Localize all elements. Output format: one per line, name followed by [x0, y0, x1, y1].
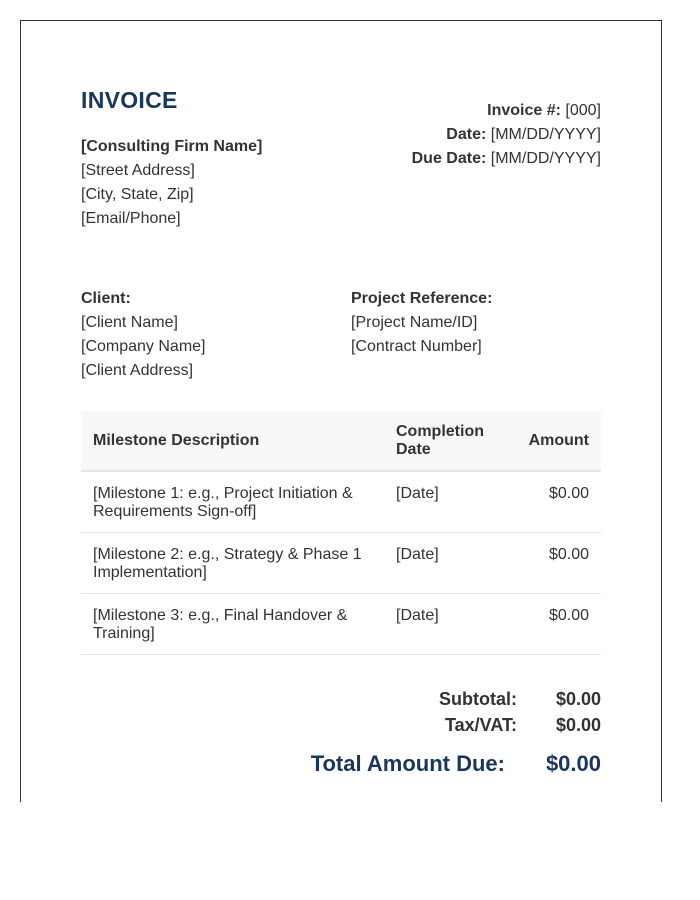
- header-amount: Amount: [528, 432, 589, 449]
- firm-contact: [Email/Phone]: [81, 210, 181, 227]
- firm-info: [81, 135, 262, 231]
- total-due-label: Total Amount Due:: [310, 751, 505, 776]
- invoice-due-line: [412, 147, 601, 171]
- client-name: [Client Name]: [81, 314, 178, 331]
- row-description: [Milestone 1: e.g., Project Initiation & Requirements Sign-off]: [93, 485, 353, 520]
- row-amount: $0.00: [548, 546, 589, 563]
- subtotal-line: [301, 689, 601, 715]
- table-row: [81, 472, 601, 533]
- subtotal-value: $0.00: [555, 689, 601, 709]
- total-due-value: $0.00: [545, 751, 601, 776]
- client-company: [Company Name]: [81, 338, 206, 355]
- invoice-number-label: Invoice #:: [487, 102, 561, 119]
- tax-label: Tax/VAT:: [444, 715, 517, 735]
- firm-name: [Consulting Firm Name]: [81, 138, 263, 155]
- total-due-line: [281, 751, 601, 781]
- header-description: Milestone Description: [93, 432, 260, 449]
- invoice-number-value: [000]: [565, 102, 601, 119]
- row-amount: $0.00: [548, 485, 589, 502]
- firm-city: [City, State, Zip]: [81, 186, 194, 203]
- row-description: [Milestone 2: e.g., Strategy & Phase 1 Implementation]: [93, 546, 362, 581]
- project-label: Project Reference:: [351, 290, 493, 307]
- tax-value: $0.00: [555, 715, 601, 735]
- client-label: Client:: [81, 290, 131, 307]
- row-date: [Date]: [396, 546, 439, 563]
- invoice-date-value: [MM/DD/YYYY]: [490, 126, 601, 143]
- invoice-number-line: [412, 99, 601, 123]
- invoice-date-line: [412, 123, 601, 147]
- table-header: [81, 411, 601, 472]
- invoice-due-value: [MM/DD/YYYY]: [490, 150, 601, 167]
- subtotal-label: Subtotal:: [439, 689, 517, 709]
- table-row: [81, 594, 601, 655]
- row-description: [Milestone 3: e.g., Final Handover & Training]: [93, 607, 348, 642]
- project-name: [Project Name/ID]: [351, 314, 478, 331]
- client-info: [81, 287, 206, 383]
- invoice-date-label: Date:: [446, 126, 487, 143]
- client-address: [Client Address]: [81, 362, 194, 379]
- row-amount: $0.00: [548, 607, 589, 624]
- table-row: [81, 533, 601, 594]
- tax-line: [301, 715, 601, 741]
- row-date: [Date]: [396, 485, 439, 502]
- row-date: [Date]: [396, 607, 439, 624]
- project-contract: [Contract Number]: [351, 338, 482, 355]
- totals-block: [301, 689, 601, 741]
- milestone-table: [81, 411, 601, 655]
- firm-street: [Street Address]: [81, 162, 195, 179]
- invoice-page: [20, 20, 662, 802]
- header-completion-date: Completion Date: [396, 423, 484, 458]
- invoice-meta: [412, 99, 601, 171]
- project-info: [351, 287, 492, 359]
- invoice-title: INVOICE: [81, 87, 178, 113]
- invoice-due-label: Due Date:: [411, 150, 487, 167]
